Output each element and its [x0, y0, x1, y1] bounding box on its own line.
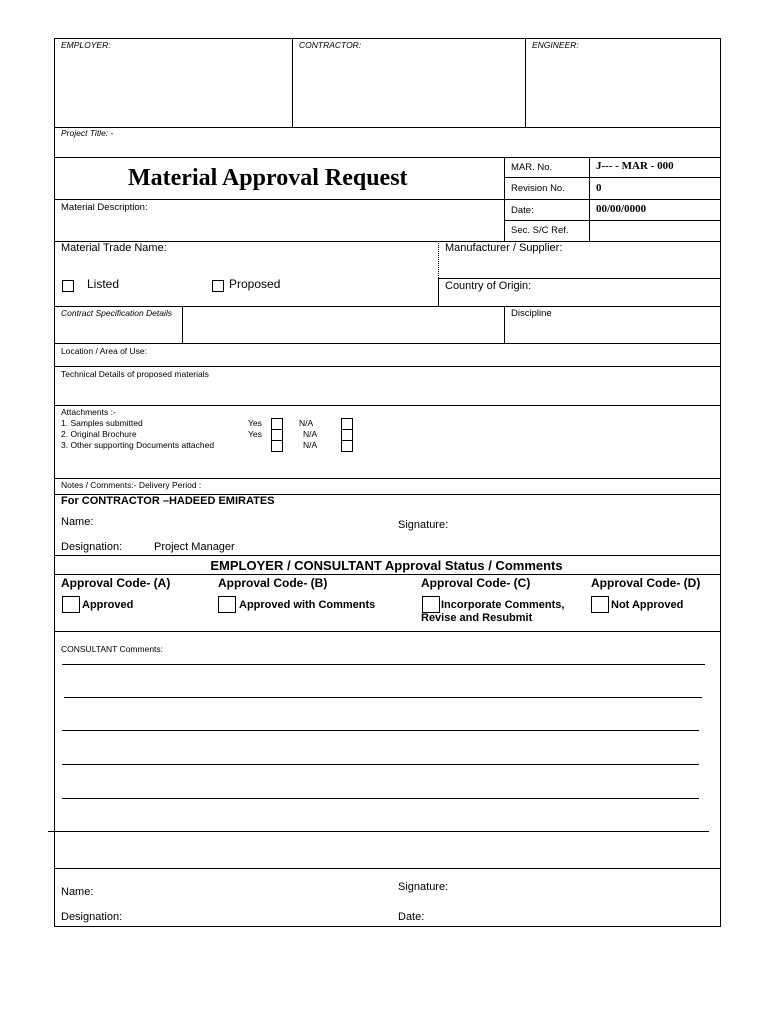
date-value: 00/00/0000: [596, 203, 647, 215]
consultant-date-label: Date:: [398, 911, 425, 923]
engineer-label: ENGINEER:: [532, 40, 579, 50]
sec-ref-label: Sec. S/C Ref.: [511, 225, 569, 236]
revision-label: Revision No.: [511, 183, 565, 194]
documents-yes-checkbox[interactable]: [271, 440, 283, 452]
attachment-na-label: N/A: [303, 429, 318, 439]
proposed-checkbox[interactable]: [212, 280, 224, 292]
project-title-label: Project Title: -: [61, 128, 114, 138]
comment-line: [62, 664, 705, 665]
consultant-comments-label: CONSULTANT Comments:: [61, 644, 164, 654]
consultant-designation-label: Designation:: [61, 911, 123, 923]
contractor-designation-value: Project Manager: [154, 541, 235, 553]
approved-with-comments-label: Approved with Comments: [239, 599, 376, 611]
technical-details-label: Technical Details of proposed materials: [61, 369, 209, 379]
material-description-label: Material Description:: [61, 202, 148, 213]
attachment-item-label: 2. Original Brochure: [61, 429, 137, 439]
comment-line: [62, 764, 699, 765]
employer-label: EMPLOYER:: [61, 40, 111, 50]
attachment-yes-label: Yes: [248, 429, 262, 439]
attachment-item-label: 3. Other supporting Documents attached: [61, 440, 215, 450]
approval-code-c: Approval Code- (C): [421, 576, 531, 590]
attachment-yes-label: Yes: [248, 418, 262, 428]
mar-no-value: J--- - MAR - 000: [596, 160, 674, 172]
comment-line: [48, 831, 709, 832]
approved-with-comments-checkbox[interactable]: [218, 596, 236, 613]
contractor-designation-label: Designation:: [61, 541, 123, 553]
consultant-name-label: Name:: [61, 886, 94, 898]
approval-code-a: Approval Code- (A): [61, 576, 171, 590]
documents-na-checkbox[interactable]: [341, 440, 353, 452]
not-approved-label: Not Approved: [611, 599, 684, 611]
comment-line: [64, 697, 702, 698]
revise-resubmit-label-2: Revise and Resubmit: [421, 612, 533, 624]
contractor-signature-label: Signature:: [398, 519, 449, 531]
revise-resubmit-checkbox[interactable]: [422, 596, 440, 613]
approved-checkbox[interactable]: [62, 596, 80, 613]
country-origin-label: Country of Origin:: [445, 280, 532, 292]
attachment-item-label: 1. Samples submitted: [61, 418, 143, 428]
not-approved-checkbox[interactable]: [591, 596, 609, 613]
approval-code-b: Approval Code- (B): [218, 576, 328, 590]
approval-heading: EMPLOYER / CONSULTANT Approval Status / Comments: [210, 558, 563, 573]
revision-value: 0: [596, 182, 602, 194]
contractor-label: CONTRACTOR:: [299, 40, 362, 50]
consultant-signature-label: Signature:: [398, 881, 449, 893]
attachment-na-label: N/A: [299, 418, 314, 428]
contractor-name-label: Name:: [61, 516, 94, 528]
attachments-heading: Attachments :-: [61, 407, 116, 417]
contractor-section-heading: For CONTRACTOR –HADEED EMIRATES: [61, 495, 275, 507]
date-label: Date:: [511, 205, 534, 216]
proposed-label: Proposed: [229, 277, 281, 291]
listed-checkbox[interactable]: [62, 280, 74, 292]
discipline-label: Discipline: [511, 308, 552, 319]
comment-line: [62, 730, 699, 731]
comment-line: [62, 798, 699, 799]
location-label: Location / Area of Use:: [61, 346, 147, 356]
manufacturer-label: Manufacturer / Supplier:: [445, 242, 563, 254]
mar-no-label: MAR. No.: [511, 162, 553, 173]
notes-label: Notes / Comments:- Delivery Period :: [61, 480, 202, 490]
listed-label: Listed: [87, 277, 120, 291]
trade-name-label: Material Trade Name:: [61, 242, 167, 254]
revise-resubmit-label: Incorporate Comments,: [441, 599, 565, 611]
attachment-na-label: N/A: [303, 440, 318, 450]
approved-label: Approved: [82, 599, 134, 611]
form-title: Material Approval Request: [128, 165, 408, 191]
contract-spec-label: Contract Specification Details: [61, 308, 173, 318]
approval-code-d: Approval Code- (D): [591, 576, 701, 590]
